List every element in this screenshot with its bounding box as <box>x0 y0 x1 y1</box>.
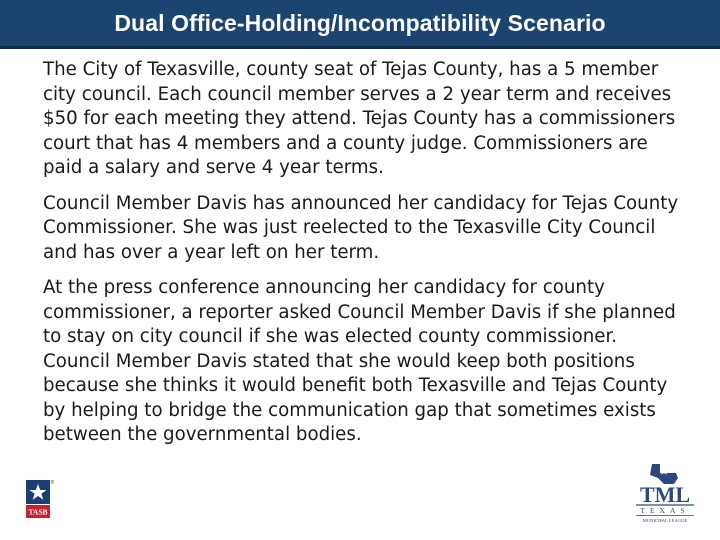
slide-title: Dual Office-Holding/Incompatibility Scenario <box>114 9 606 36</box>
tml-logo-text: TML <box>639 482 691 507</box>
tml-subtitle: TEXAS <box>640 506 690 515</box>
tml-tagline: MUNICIPAL LEAGUE <box>642 518 688 523</box>
tasb-logo <box>24 478 54 520</box>
slide-body <box>43 58 683 459</box>
scenario-paragraph-1: The City of Texasville, county seat of Tejas County, has a 5 member city council. Each council member serves a 2 year term and receives $50 for each meeting they attend. Tejas County has a commissioners court that has 4 members and a county judge. Commissioners are paid a salary and serve 4 year terms. <box>43 59 676 178</box>
scenario-paragraph-2: Council Member Davis has announced her candidacy for Tejas County Commissioner. She was just reelected to the Texasville City Council and has over a year left on her term. <box>43 192 679 263</box>
tml-logo <box>630 462 700 524</box>
tasb-logo-text: TASB <box>28 507 48 517</box>
scenario-paragraph-3: At the press conference announcing her candidacy for county commissioner, a reporter asked Council Member Davis if she planned to stay on city council if she was elected county commissioner. Council Member Davis stated that she would keep both positions because she thinks it would benefit both Texasville and Tejas County by helping to bridge the communication gap that sometimes exists between the governmental bodies. <box>43 277 676 445</box>
registered-mark: ® <box>50 480 54 486</box>
title-bar <box>0 0 720 49</box>
